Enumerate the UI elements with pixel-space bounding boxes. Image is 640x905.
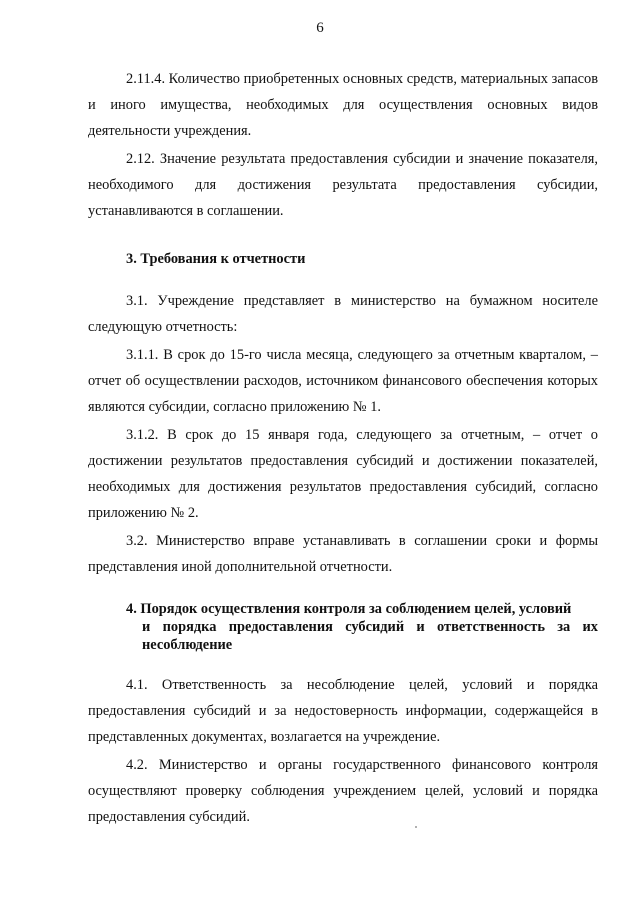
section-heading-3: 3. Требования к отчетности	[126, 251, 306, 267]
document-body	[88, 66, 598, 830]
section-heading-4	[88, 600, 598, 654]
paragraph-4-1: 4.1. Ответственность за несоблюдение целей, условий и порядка предоставления субсидий и за недостоверность информации, содержащейся в представленных документах, возлагается на учреждение.	[88, 677, 598, 745]
scan-speck	[415, 826, 417, 828]
section-heading-4-line1: 4. Порядок осуществления контроля за соблюдением целей, условий	[126, 601, 572, 617]
paragraph-3-2: 3.2. Министерство вправе устанавливать в соглашении сроки и формы представления иной дополнительной отчетности.	[88, 533, 598, 575]
paragraph-4-2: 4.2. Министерство и органы государственного финансового контроля осуществляют проверку соблюдения учреждением целей, условий и порядка предоставления субсидий.	[88, 757, 598, 825]
paragraph-3-1-1: 3.1.1. В срок до 15-го числа месяца, следующего за отчетным кварталом, – отчет об осуществлении расходов, источником финансового обеспечения которых являются субсидии, согласно приложению № 1.	[88, 347, 598, 415]
paragraph-2-12: 2.12. Значение результата предоставления субсидии и значение показателя, необходимого для достижения результата предоставления субсидии, устанавливаются в соглашении.	[88, 151, 598, 219]
paragraph-3-1: 3.1. Учреждение представляет в министерство на бумажном носителе следующую отчетность:	[88, 293, 598, 335]
paragraph-3-1-2: 3.1.2. В срок до 15 января года, следующего за отчетным, – отчет о достижении результатов предоставления субсидий и достижении показателей, необходимых для достижения результатов предоставления субсидий, согласно приложению № 2.	[88, 427, 598, 521]
page-number: 6	[316, 20, 324, 36]
paragraph-2-11-4: 2.11.4. Количество приобретенных основных средств, материальных запасов и иного имущества, необходимых для осуществления основных видов деятельности учреждения.	[88, 71, 598, 139]
section-heading-4-line2: и порядка предоставления субсидий и ответственность за их несоблюдение	[142, 619, 598, 653]
